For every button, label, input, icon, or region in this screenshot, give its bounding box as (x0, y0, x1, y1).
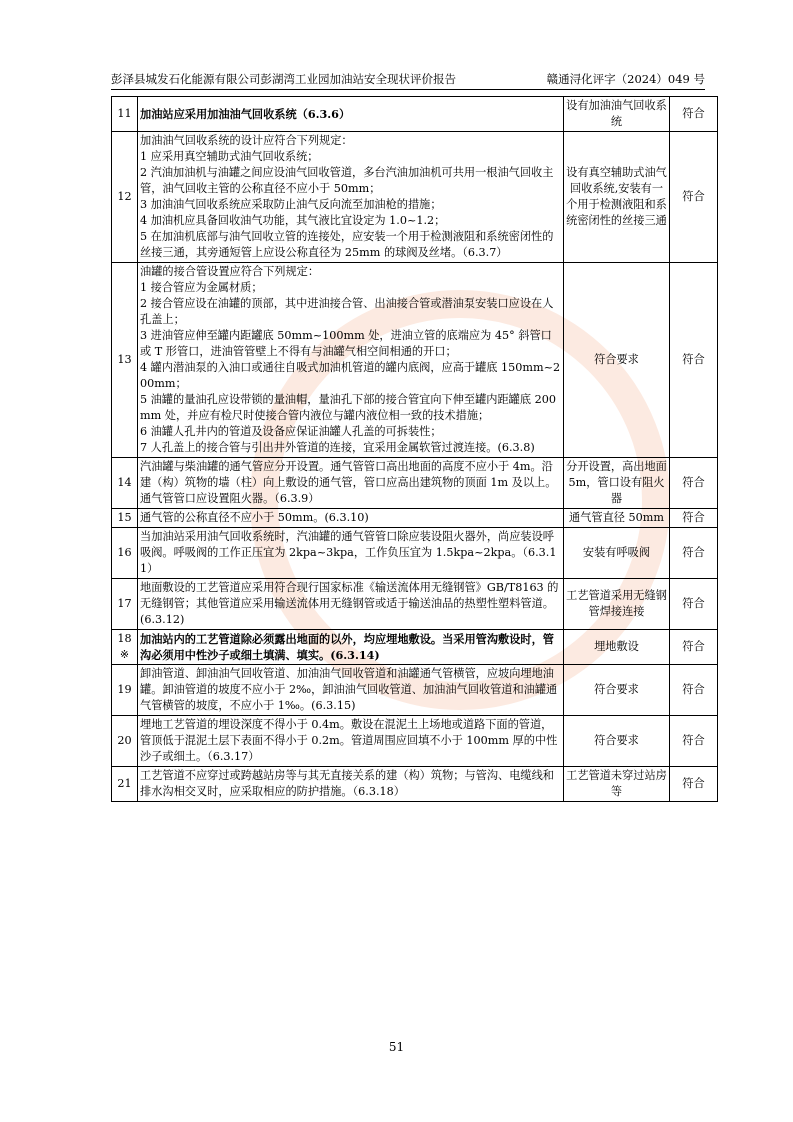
page-header (111, 70, 705, 90)
compliance-result: 符合 (670, 528, 718, 579)
row-number: 18※ (112, 630, 138, 665)
requirement-line: 1 应采用真空辅助式油气回收系统； (140, 150, 319, 163)
row-number: 19 (112, 665, 138, 716)
row-number: 11 (112, 97, 138, 132)
page-number: 51 (388, 1040, 405, 1054)
row-number: 17 (112, 579, 138, 630)
requirement-line: 加油站应采用加油油气回收系统（6.3.6） (140, 107, 351, 121)
table-row (112, 528, 718, 579)
compliance-result: 符合 (670, 630, 718, 665)
requirement-line: 2 接合管应设在油罐的顶部，其中进油接合管、出油接合管或潜油泵安装口应设在人孔盖上； (140, 297, 554, 326)
compliance-result: 符合 (670, 458, 718, 509)
requirement-line: 3 进油管应伸至罐内距罐底 50mm~100mm 处，进油立管的底端应为 45° 斜管口或 T 形管口，进油管管壁上不得有与油罐气相空间相通的开口； (140, 329, 552, 358)
compliance-result: 符合 (670, 509, 718, 528)
requirement-line: 加油站内的工艺管道除必须露出地面的以外，均应埋地敷设。当采用管沟敷设时，管沟必须用中性沙子或细土填满、填实。(6.3.14) (140, 632, 554, 662)
requirement-line: 埋地工艺管道的埋设深度不得小于 0.4m。敷设在混泥土上场地或道路下面的管道，管顶低于混泥土层下表面不得小于 0.2m。管道周围应回填不小于 100mm 厚的中性沙子或细土。（6.3.17） (140, 718, 558, 763)
actual-condition: 符合要求 (564, 665, 670, 716)
requirements-table-body (112, 97, 718, 802)
requirement-text (138, 509, 564, 528)
table-row (112, 458, 718, 509)
requirement-line: 7 人孔盖上的接合管与引出井外管道的连接，宜采用金属软管过渡连接。(6.3.8) (140, 441, 535, 454)
actual-condition: 符合要求 (564, 716, 670, 767)
table-row (112, 263, 718, 458)
actual-condition: 工艺管道采用无缝钢管焊接连接 (564, 579, 670, 630)
requirement-text (138, 528, 564, 579)
table-row (112, 579, 718, 630)
requirement-line: 4 加油机应具备回收油气功能，其气液比宜设定为 1.0~1.2； (140, 214, 446, 227)
compliance-result: 符合 (670, 579, 718, 630)
row-number: 14 (112, 458, 138, 509)
requirement-text (138, 665, 564, 716)
requirement-text (138, 767, 564, 802)
actual-condition: 设有加油油气回收系统 (564, 97, 670, 132)
requirement-text (138, 458, 564, 509)
requirement-line: 3 加油油气回收系统应采取防止油气反向流至加油枪的措施； (140, 198, 442, 211)
requirement-line: 加油油气回收系统的设计应符合下列规定： (140, 134, 353, 147)
table-row (112, 630, 718, 665)
actual-condition: 通气管直径 50mm (564, 509, 670, 528)
requirement-text (138, 630, 564, 665)
compliance-result: 符合 (670, 767, 718, 802)
compliance-result: 符合 (670, 132, 718, 263)
compliance-result: 符合 (670, 97, 718, 132)
requirement-line: 6 油罐人孔井内的管道及设备应保证油罐人孔盖的可拆装性； (140, 425, 442, 438)
requirement-text (138, 263, 564, 458)
requirement-line: 5 在加油机底部与油气回收立管的连接处，应安装一个用于检测液阻和系统密闭性的丝接三通，其旁通短管上应设公称直径为 25mm 的球阀及丝堵。（6.3.7） (140, 230, 554, 259)
requirement-line: 4 罐内潜油泵的入油口或通往自吸式加油机管道的罐内底阀，应高于罐底 150mm~200mm； (140, 361, 561, 390)
table-row (112, 716, 718, 767)
actual-condition: 工艺管道未穿过站房等 (564, 767, 670, 802)
table-row (112, 97, 718, 132)
requirement-line: 通气管的公称直径不应小于 50mm。(6.3.10) (140, 511, 369, 524)
row-number: 15 (112, 509, 138, 528)
requirements-table (111, 96, 718, 802)
report-number: 赣通浔化评字（2024）049 号 (546, 72, 705, 86)
actual-condition: 设有真空辅助式油气回收系统,安装有一个用于检测液阻和系统密闭性的丝接三通 (564, 132, 670, 263)
actual-condition: 符合要求 (564, 263, 670, 458)
row-number: 16 (112, 528, 138, 579)
requirement-text (138, 716, 564, 767)
requirement-text (138, 132, 564, 263)
requirement-line: 2 汽油加油机与油罐之间应设油气回收管道，多台汽油加油机可共用一根油气回收主管，油气回收主管的公称直径不应小于 50mm； (140, 166, 554, 195)
compliance-result: 符合 (670, 665, 718, 716)
requirement-text (138, 579, 564, 630)
table-row (112, 509, 718, 528)
report-title: 彭泽县城发石化能源有限公司彭湖湾工业园加油站安全现状评价报告 (111, 72, 456, 86)
row-number: 13 (112, 263, 138, 458)
table-row (112, 665, 718, 716)
requirement-line: 5 油罐的量油孔应设带锁的量油帽，量油孔下部的接合管宜向下伸至罐内距罐底 200mm 处，并应有检尺时使接合管内液位与罐内液位相一致的技术措施； (140, 393, 556, 422)
requirement-text (138, 97, 564, 132)
actual-condition: 分开设置，高出地面 5m，管口设有阻火器 (564, 458, 670, 509)
requirement-line: 卸油管道、卸油油气回收管道、加油油气回收管道和油罐通气管横管，应坡向埋地油罐。卸油管道的坡度不应小于 2‰，卸油油气回收管道、加油油气回收管道和油罐通气管横管的坡度，不应小于 1‰。(6.3.15) (140, 667, 558, 712)
requirement-line: 汽油罐与柴油罐的通气管应分开设置。通气管管口高出地面的高度不应小于 4m。沿建（构）筑物的墙（柱）向上敷设的通气管，管口应高出建筑物的顶面 1m 及以上。通气管管口应设置阻火器。（6.3.9） (140, 460, 557, 505)
requirement-line: 当加油站采用油气回收系统时，汽油罐的通气管管口除应装设阻火器外，尚应装设呼吸阀。呼吸阀的工作正压宜为 2kpa~3kpa，工作负压宜为 1.5kpa~2kpa。（6.3.11） (140, 530, 557, 575)
requirement-line: 1 接合管应为金属材质； (140, 281, 263, 294)
header-divider (111, 89, 705, 90)
compliance-result: 符合 (670, 716, 718, 767)
requirement-line: 工艺管道不应穿过或跨越站房等与其无直接关系的建（构）筑物；与管沟、电缆线和排水沟相交叉时，应采取相应的防护措施。（6.3.18） (140, 769, 554, 798)
requirement-line: 地面敷设的工艺管道应采用符合现行国家标准《输送流体用无缝钢管》GB/T8163 的无缝钢管；其他管道应采用输送流体用无缝钢管或适于输送油品的热塑性塑料管道。(6.3.12) (140, 581, 559, 626)
requirement-line: 油罐的接合管设置应符合下列规定： (140, 265, 320, 278)
actual-condition: 埋地敷设 (564, 630, 670, 665)
row-number: 21 (112, 767, 138, 802)
row-number: 20 (112, 716, 138, 767)
table-row (112, 132, 718, 263)
table-row (112, 767, 718, 802)
compliance-result: 符合 (670, 263, 718, 458)
actual-condition: 安装有呼吸阀 (564, 528, 670, 579)
row-number: 12 (112, 132, 138, 263)
